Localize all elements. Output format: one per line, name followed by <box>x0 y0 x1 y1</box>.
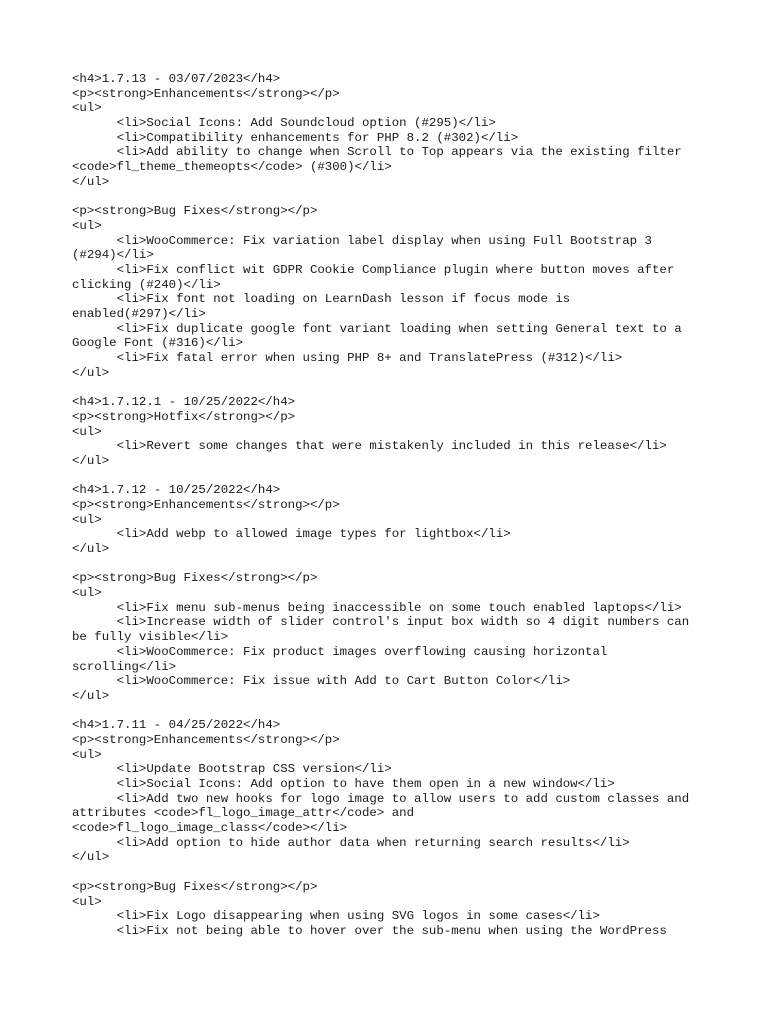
text-line: <li>Social Icons: Add Soundcloud option (#295)</li> <box>72 116 496 131</box>
text-line: <h4>1.7.13 - 03/07/2023</h4> <box>72 72 281 86</box>
text-line: <li>Add ability to change when Scroll to Top appears via the existing filter <box>72 145 682 160</box>
text-line: <li>Fix conflict wit GDPR Cookie Compliance plugin where button moves after <box>72 262 675 277</box>
text-line: <h4>1.7.11 - 04/25/2022</h4> <box>72 718 281 733</box>
text-line: <ul> <box>72 101 102 116</box>
blank-line <box>72 469 712 484</box>
text-line: <li>Increase width of slider control's input box width so 4 digit numbers can <box>72 615 690 630</box>
text-line: <p><strong>Enhancements</strong></p> <box>72 732 340 747</box>
text-line: <ul> <box>72 747 102 762</box>
text-line: <h4>1.7.12.1 - 10/25/2022</h4> <box>72 395 296 410</box>
text-line: <p><strong>Enhancements</strong></p> <box>72 86 340 101</box>
text-line: clicking (#240)</li> <box>72 277 221 292</box>
text-line: <p><strong>Hotfix</strong></p> <box>72 409 296 424</box>
text-line: <li>WooCommerce: Fix product images overflowing causing horizontal <box>72 644 608 659</box>
text-line: </ul> <box>72 688 110 703</box>
blank-line <box>72 704 712 719</box>
blank-line <box>72 190 712 205</box>
text-line: <li>Fix Logo disappearing when using SVG logos in some cases</li> <box>72 909 600 924</box>
text-line: <li>Add option to hide author data when returning search results</li> <box>72 835 630 850</box>
text-line: <ul> <box>72 894 102 909</box>
text-line: <li>WooCommerce: Fix variation label display when using Full Bootstrap 3 <box>72 233 652 248</box>
text-line: </ul> <box>72 542 110 556</box>
text-line: (#294)</li> <box>72 248 154 263</box>
text-line: </ul> <box>72 453 110 468</box>
text-line: <ul> <box>72 218 102 233</box>
text-line: <h4>1.7.12 - 10/25/2022</h4> <box>72 483 281 498</box>
text-line: <li>Add webp to allowed image types for lightbox</li> <box>72 527 511 542</box>
text-line: <li>Revert some changes that were mistakenly included in this release</li> <box>72 439 667 454</box>
text-line: <li>Social Icons: Add option to have them open in a new window</li> <box>72 777 615 791</box>
blank-line <box>72 380 712 395</box>
text-line: <code>fl_theme_themeopts</code> (#300)</li> <box>72 160 392 175</box>
text-line: <li>Add two new hooks for logo image to allow users to add custom classes and <box>72 791 690 806</box>
document-page <box>72 72 712 939</box>
text-line: <li>Fix font not loading on LearnDash lesson if focus mode is <box>72 292 571 307</box>
text-line: <li>Fix menu sub-menus being inaccessible on some touch enabled laptops</li> <box>72 600 682 615</box>
blank-line <box>72 865 712 880</box>
text-line: <li>Fix not being able to hover over the sub-menu when using the WordPress <box>72 923 667 938</box>
text-line: <li>Update Bootstrap CSS version</li> <box>72 762 392 777</box>
text-line: <li>Fix fatal error when using PHP 8+ and TranslatePress (#312)</li> <box>72 351 623 366</box>
text-line: <ul> <box>72 586 102 601</box>
text-line: <p><strong>Bug Fixes</strong></p> <box>72 204 318 219</box>
text-line: enabled(#297)</li> <box>72 307 206 321</box>
text-line: </ul> <box>72 850 110 865</box>
text-line: be fully visible</li> <box>72 630 229 645</box>
text-line: <li>Compatibility enhancements for PHP 8.2 (#302)</li> <box>72 130 519 145</box>
text-line: Google Font (#316)</li> <box>72 336 244 351</box>
text-line: <li>WooCommerce: Fix issue with Add to Cart Button Color</li> <box>72 674 571 689</box>
text-line: </ul> <box>72 174 110 189</box>
text-line: scrolling</li> <box>72 659 177 674</box>
text-line: </ul> <box>72 365 110 380</box>
text-line: <ul> <box>72 424 102 439</box>
text-line: <code>fl_logo_image_class</code></li> <box>72 821 348 836</box>
text-line: <li>Fix duplicate google font variant loading when setting General text to a <box>72 321 682 336</box>
text-line: <p><strong>Bug Fixes</strong></p> <box>72 571 318 586</box>
text-line: <p><strong>Bug Fixes</strong></p> <box>72 879 318 894</box>
text-line: <p><strong>Enhancements</strong></p> <box>72 497 340 512</box>
text-line: <ul> <box>72 512 102 527</box>
text-line: attributes <code>fl_logo_image_attr</code> and <box>72 806 415 821</box>
blank-line <box>72 557 712 572</box>
